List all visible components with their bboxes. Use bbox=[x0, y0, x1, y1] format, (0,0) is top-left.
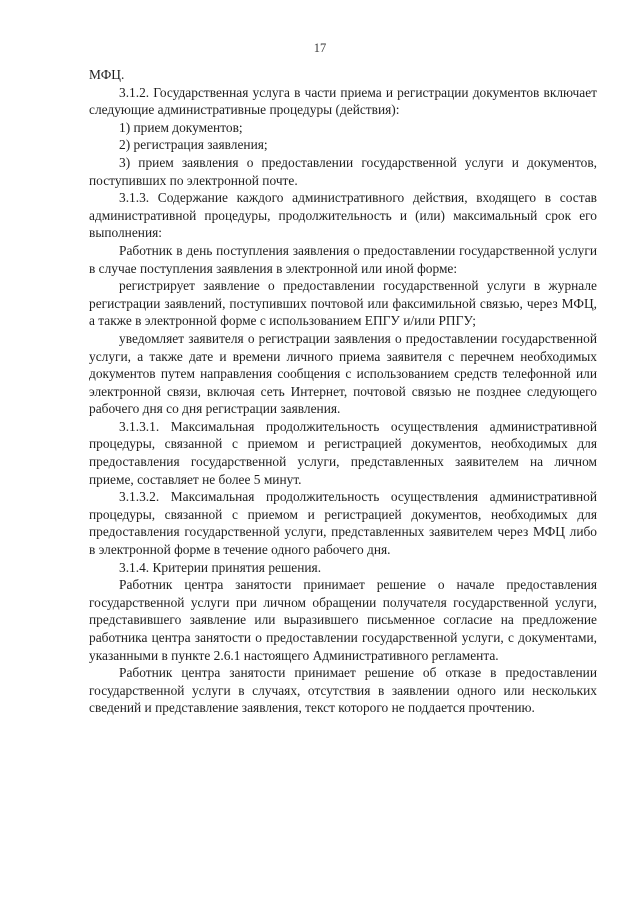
paragraph-3-1-3-1: 3.1.3.1. Максимальная продолжительность осуществления административной процедуры, связанной с приемом и регистрацией документов, необходимых для предоставления государственной услуги, представленных заявителем на личном приеме, составляет не более 5 минут. bbox=[89, 418, 597, 487]
paragraph-3-1-4: 3.1.4. Критерии принятия решения. bbox=[119, 559, 322, 575]
paragraph-decision-refusal: Работник центра занятости принимает решение об отказе в предоставлении государственной услуги в случаях, отсутствия в заявлении одного или нескольких сведений и представление заявления, текст которого не поддается прочтению. bbox=[89, 665, 597, 716]
paragraph-mfc: МФЦ. bbox=[89, 67, 125, 82]
paragraph-3-1-3: 3.1.3. Содержание каждого административного действия, входящего в состав административной процедуры, продолжительность и (или) максимальный срок его выполнения: bbox=[89, 190, 597, 241]
document-body bbox=[89, 66, 597, 717]
paragraph-3-1-3-2: 3.1.3.2. Максимальная продолжительность осуществления административной процедуры, связанной с приемом и регистрацией документов, необходимых для предоставления государственной услуги, представленных заявителем через МФЦ либо в электронной форме в течение одного рабочего дня. bbox=[89, 489, 597, 558]
paragraph-notifies: уведомляет заявителя о регистрации заявления о предоставлении государственной услуги, а также дате и времени личного приема заявителя с перечнем необходимых документов путем направления сообщения с использованием средств телефонной или электронной связи, включая сеть Интернет, почтовой связью не позднее следующего рабочего дня со дня регистрации заявления. bbox=[89, 330, 597, 417]
list-item-2: 2) регистрация заявления; bbox=[119, 137, 268, 153]
list-item-1: 1) прием документов; bbox=[119, 119, 243, 135]
paragraph-worker-intro: Работник в день поступления заявления о предоставлении государственной услуги в случае поступления заявления в электронной или иной форме: bbox=[89, 242, 597, 276]
paragraph-3-1-2: 3.1.2. Государственная услуга в части приема и регистрации документов включает следующие административные процедуры (действия): bbox=[89, 84, 597, 118]
paragraph-registers: регистрирует заявление о предоставлении государственной услуги в журнале регистрации заявлений, поступивших почтовой или факсимильной связью, через МФЦ, а также в электронной форме с использованием ЕПГУ и/или РПГУ; bbox=[89, 278, 597, 329]
list-item-3: 3) прием заявления о предоставлении государственной услуги и документов, поступивших по электронной почте. bbox=[89, 154, 597, 188]
page-number: 17 bbox=[313, 41, 327, 55]
paragraph-decision-start: Работник центра занятости принимает решение о начале предоставления государственной услуги при личном обращении получателя государственной услуги, представившего заявление или выразившего письменное согласие на предложение работника центра занятости о предоставлении государственной услуги, с документами, указанными в пункте 2.6.1 настоящего Административного регламента. bbox=[89, 577, 597, 663]
